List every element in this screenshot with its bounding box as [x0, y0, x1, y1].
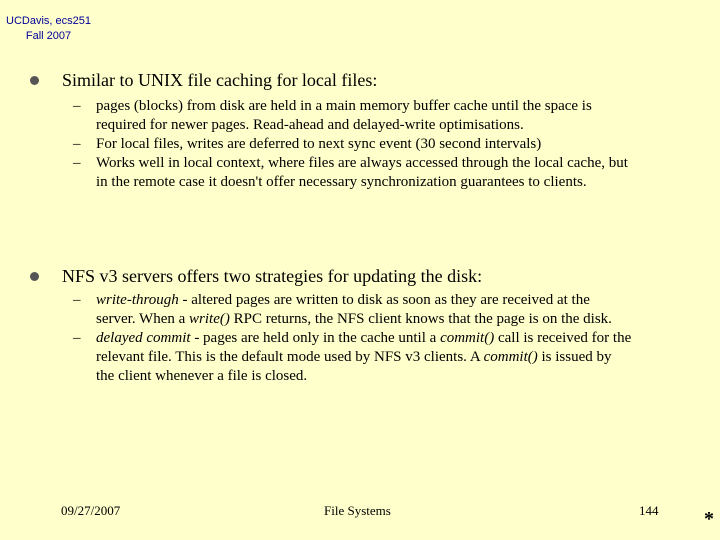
bullet-2-sublist — [73, 291, 633, 386]
footer-title: File Systems — [324, 503, 391, 518]
bullet-1-text: Similar to UNIX file caching for local files: — [62, 70, 378, 90]
slide-number: 144 — [639, 503, 659, 518]
sub-item-text: Works well in local context, where files are always accessed through the local cache, but in the remote case it doesn't offer necessary synchronization guarantees to clients. — [96, 155, 628, 190]
footer-date: 09/27/2007 — [61, 503, 121, 518]
term-write-through: write-through — [96, 292, 179, 308]
bullet-1-sublist — [73, 97, 633, 192]
sub-item — [73, 97, 633, 135]
dash: – — [73, 136, 81, 152]
commit-call: commit() — [440, 330, 495, 346]
commit-call: commit() — [483, 349, 538, 365]
sub-item-text: call is received for the relevant file. This is the default mode used by NFS v3 clients. A — [96, 330, 632, 365]
course-term: Fall 2007 — [25, 30, 72, 42]
bullet-2-text: NFS v3 servers offers two strategies for updating the disk: — [62, 266, 483, 286]
sub-item-text: is issued by the client whenever a file is closed. — [96, 349, 612, 384]
sub-item-text: For local files, writes are deferred to next sync event (30 second intervals) — [96, 136, 542, 152]
dash: – — [73, 98, 81, 114]
write-call: write() — [189, 311, 230, 327]
bullet-dot-icon — [30, 272, 39, 281]
course-name: UCDavis, ecs251 — [6, 15, 91, 27]
bullet-1 — [30, 70, 670, 90]
sub-item-text: pages (blocks) from disk are held in a main memory buffer cache until the space is required for newer pages. Read-ahead and delayed-write optimisations. — [96, 98, 592, 133]
sub-item-text: - altered pages are written to disk as soon as they are received at the server. When a — [96, 292, 590, 327]
sub-item — [73, 135, 633, 154]
bullet-2 — [30, 266, 670, 286]
sub-item — [73, 154, 633, 192]
term-delayed-commit: delayed commit — [96, 330, 191, 346]
sub-item — [73, 291, 633, 329]
dash: – — [73, 330, 81, 346]
asterisk-mark: * — [704, 508, 714, 530]
dash: – — [73, 292, 81, 308]
sub-item-text: - pages are held only in the cache until a — [190, 330, 441, 346]
dash: – — [73, 155, 81, 171]
sub-item — [73, 329, 633, 386]
bullet-dot-icon — [30, 76, 39, 85]
course-header — [6, 14, 91, 44]
sub-item-text: RPC returns, the NFS client knows that the page is on the disk. — [229, 311, 612, 327]
